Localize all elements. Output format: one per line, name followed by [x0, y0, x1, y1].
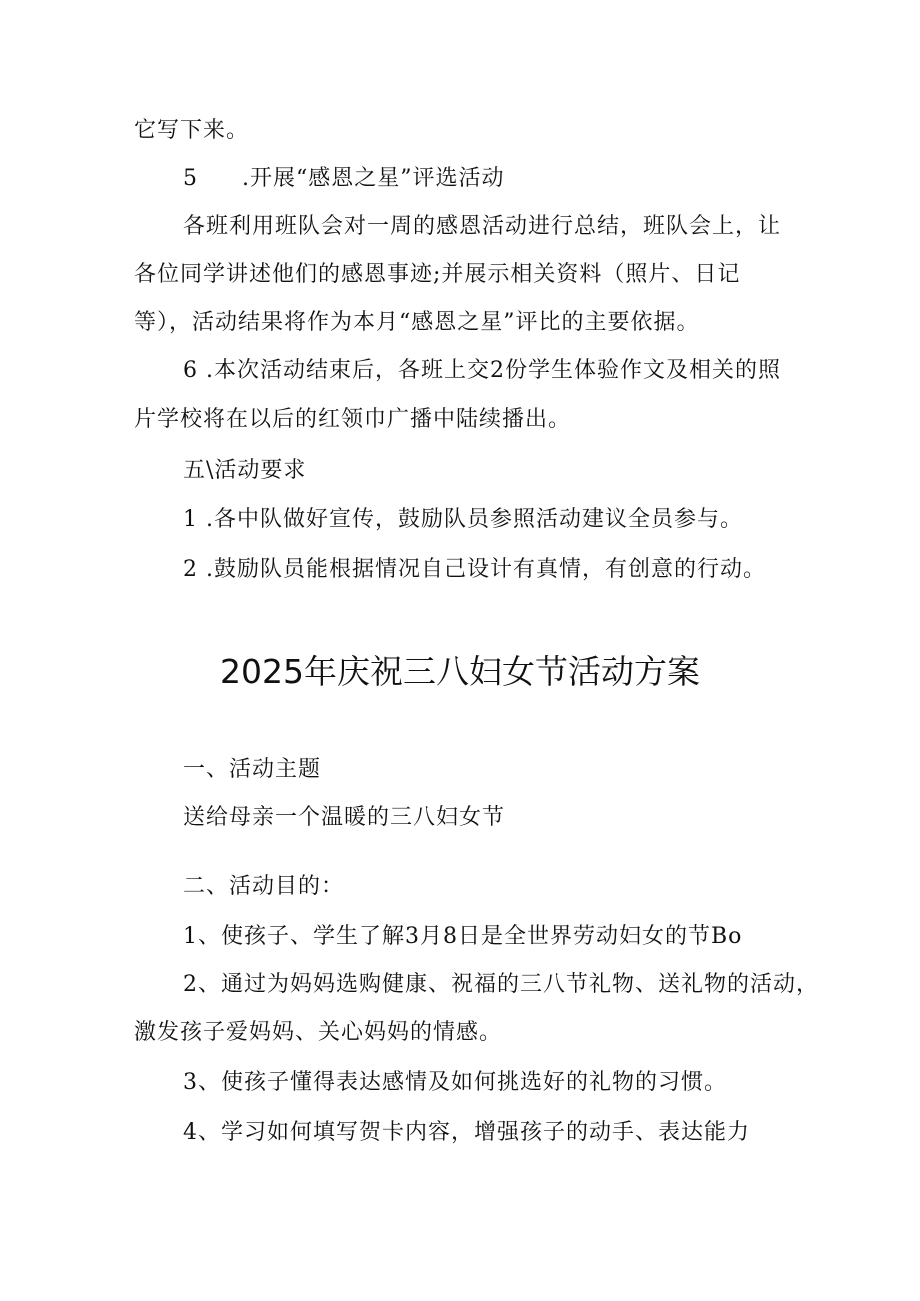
theme-text: 送给母亲一个温暖的三八妇女节 [183, 805, 506, 830]
goal-3: 3、使孩子懂得表达感情及如何挑选好的礼物的习惯。 [183, 1070, 727, 1095]
item-5-paragraph-line-3: 等），活动结果将作为本月“感恩之星”评比的主要依据。 [134, 310, 700, 335]
item-5-heading [183, 164, 505, 194]
paragraph-continuation: 它写下来。 [134, 118, 250, 143]
item-5-paragraph-line-1: 各班利用班队会对一周的感恩活动进行总结，班队会上，让 [183, 214, 782, 239]
requirements-heading: 五\活动要求 [183, 458, 307, 483]
goal-2-line-1: 2、通过为妈妈选购健康、祝福的三八节礼物、送礼物的活动， [183, 972, 819, 997]
item-5-number: 5 [183, 166, 198, 191]
item-6-paragraph-line-2: 片学校将在以后的红领巾广播中陆续播出。 [134, 407, 572, 432]
goal-1: 1、使孩子、学生了解3月8日是全世界劳动妇女的节Bo [183, 924, 743, 949]
item-6-paragraph-line-1: 6 .本次活动结束后，各班上交2份学生体验作文及相关的照 [183, 358, 781, 383]
goal-2-line-2: 激发孩子爱妈妈、关心妈妈的情感。 [134, 1020, 503, 1045]
theme-heading: 一、活动主题 [183, 757, 322, 782]
requirement-2: 2 .鼓励队员能根据情况自己设计有真情，有创意的行动。 [183, 557, 766, 582]
goal-heading: 二、活动目的： [183, 874, 345, 899]
page-title: 2025年庆祝三八妇女节活动方案 [220, 652, 700, 691]
item-5-paragraph-line-2: 各位同学讲述他们的感恩事迹;并展示相关资料（照片、日记 [134, 262, 741, 287]
item-5-title: .开展“感恩之星”评选活动 [242, 166, 505, 191]
goal-4: 4、学习如何填写贺卡内容，增强孩子的动手、表达能力 [183, 1120, 750, 1145]
requirement-1: 1 .各中队做好宣传，鼓励队员参照活动建议全员参与。 [183, 507, 743, 532]
